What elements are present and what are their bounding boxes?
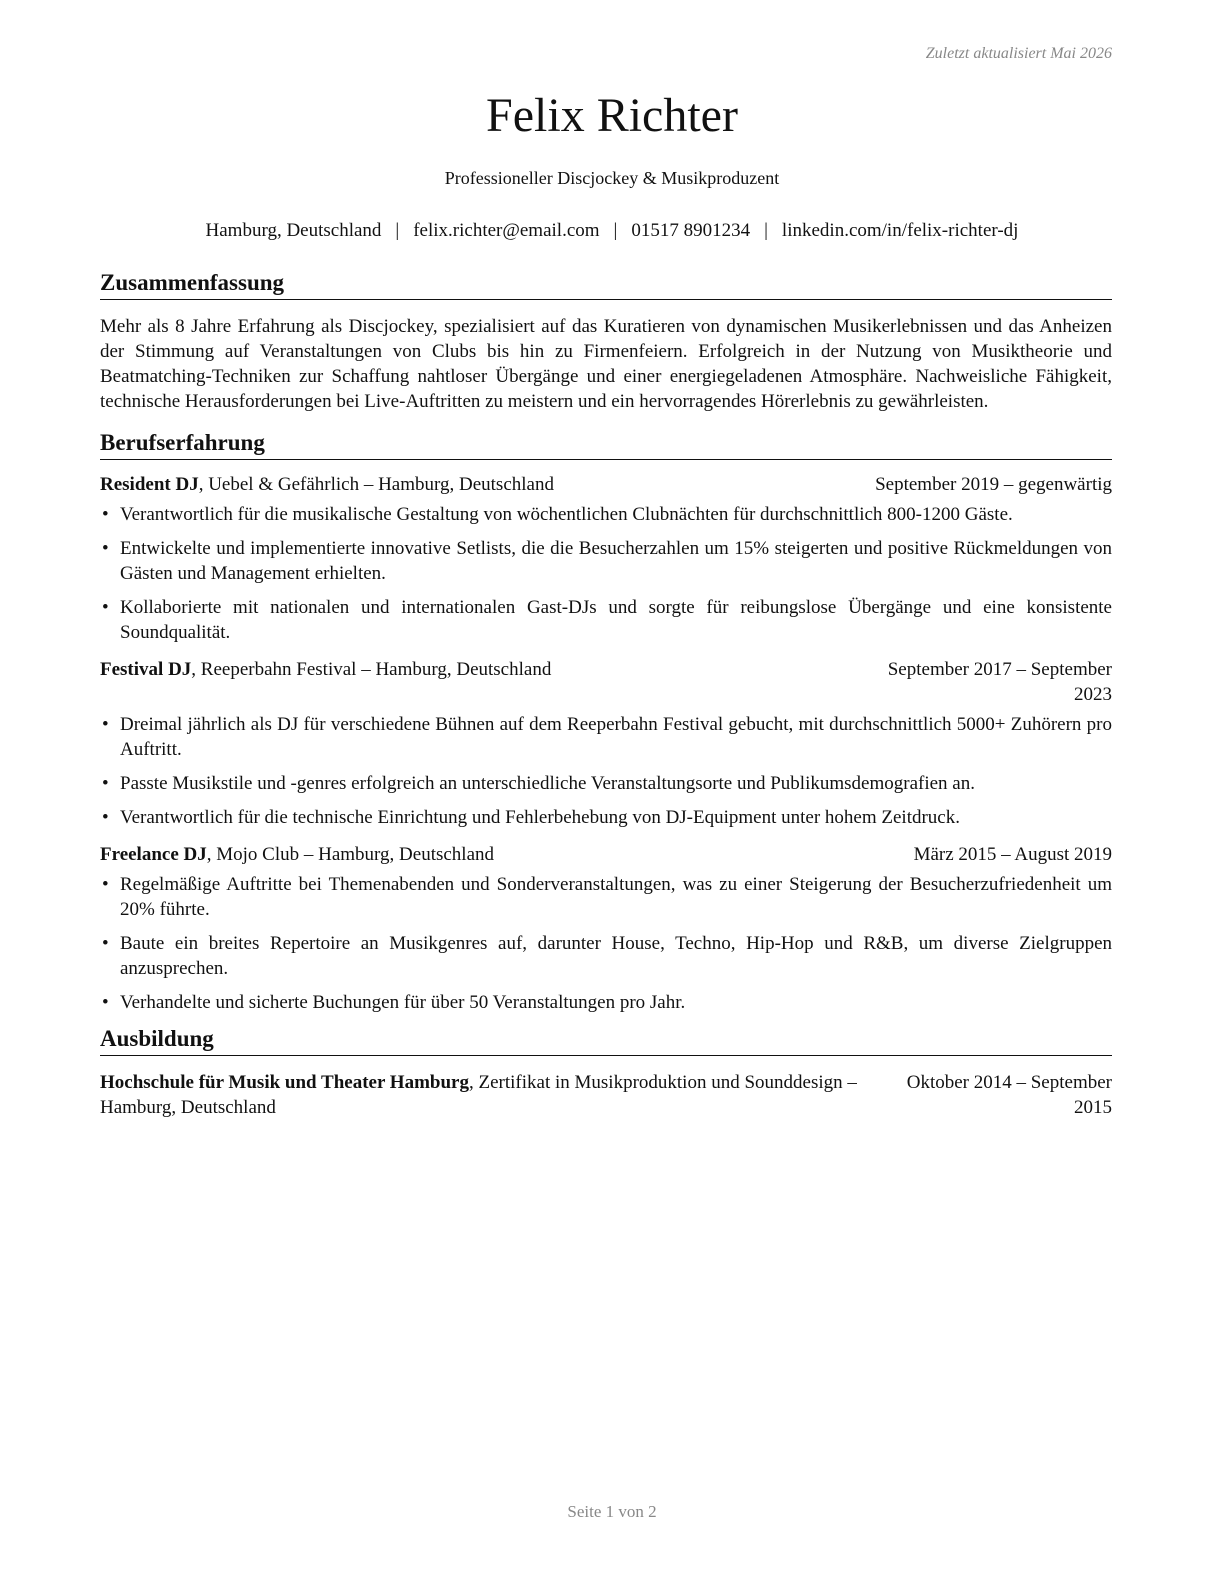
job-date: März 2015 – August 2019 [913, 844, 1112, 865]
job-title-line [100, 472, 554, 497]
education-detail: , Zertifikat in Musikproduktion und Sounddesign – Hamburg, Deutschland [100, 1072, 857, 1118]
job-entry [100, 657, 1112, 830]
job-bullet: • Passte Musikstile und -genres erfolgreich an unterschiedliche Veranstaltungsorte und Publikumsdemografien an. [100, 771, 1112, 796]
job-bullets [100, 872, 1112, 1015]
job-bullets [100, 502, 1112, 645]
job-entry [100, 842, 1112, 1015]
job-bullet: • Regelmäßige Auftritte bei Themenabenden und Sonderveranstaltungen, was zu einer Steigerung der Besucherzufriedenheit um 20% führte. [100, 872, 1112, 922]
page-number: Seite 1 von 2 [567, 1502, 657, 1521]
job-title-line [100, 842, 494, 867]
contact-separator: | [764, 220, 768, 241]
education-school: Hochschule für Musik und Theater Hamburg [100, 1072, 469, 1093]
job-role: Resident DJ [100, 474, 199, 495]
job-header [100, 657, 1112, 707]
contact-separator: | [613, 220, 618, 241]
contact-line [0, 220, 1224, 242]
contact-phone: 01517 8901234 [631, 220, 751, 241]
education-date: Oktober 2014 – September 2015 [906, 1072, 1112, 1118]
resume-content [100, 268, 1112, 1120]
education-entry [100, 1070, 1112, 1120]
job-bullet: • Verhandelte und sicherte Buchungen für über 50 Veranstaltungen pro Jahr. [100, 990, 1112, 1015]
contact-email[interactable]: felix.richter@email.com [413, 220, 600, 241]
job-organization: , Mojo Club – Hamburg, Deutschland [206, 844, 495, 865]
job-bullet: • Kollaborierte mit nationalen und internationalen Gast-DJs und sorgte für reibungslose Übergänge und eine konsistente Soundqualität. [100, 595, 1112, 645]
job-bullet: • Baute ein breites Repertoire an Musikgenres auf, darunter House, Techno, Hip-Hop und R&B, um diverse Zielgruppen anzusprechen. [100, 931, 1112, 981]
summary-heading: Zusammenfassung [100, 268, 1112, 300]
contact-separator: | [395, 220, 400, 241]
job-header [100, 472, 1112, 497]
person-name: Felix Richter [486, 89, 738, 142]
job-header [100, 842, 1112, 867]
job-bullet: • Verantwortlich für die technische Einrichtung und Fehlerbehebung von DJ-Equipment unter hohem Zeitdruck. [100, 805, 1112, 830]
job-date: September 2019 – gegenwärtig [875, 474, 1112, 495]
job-bullet: • Verantwortlich für die musikalische Gestaltung von wöchentlichen Clubnächten für durchschnittlich 800-1200 Gäste. [100, 502, 1112, 527]
job-organization: , Reeperbahn Festival – Hamburg, Deutschland [191, 659, 552, 680]
contact-location: Hamburg, Deutschland [205, 220, 382, 241]
job-bullets [100, 712, 1112, 830]
experience-heading: Berufserfahrung [100, 428, 1112, 460]
summary-text: Mehr als 8 Jahre Erfahrung als Discjockey, spezialisiert auf das Kuratieren von dynamischen Musikerlebnissen und das Anheizen der Stimmung auf Veranstaltungen von Clubs bis hin zu Firmenfeiern. Erfolgreich in der Nutzung von Musiktheorie und Beatmatching-Techniken zur Schaffung nahtloser Übergänge und einer energiegeladenen Atmosphäre. Nachweisliche Fähigkeit, technische Herausforderungen bei Live-Auftritten zu meistern und ein hervorragendes Hörerlebnis zu gewährleisten. [100, 316, 1112, 412]
job-entry [100, 472, 1112, 645]
education-title-line [100, 1070, 874, 1120]
last-updated: Zuletzt aktualisiert Mai 2026 [925, 45, 1112, 62]
job-bullet: • Dreimal jährlich als DJ für verschiedene Bühnen auf dem Reeperbahn Festival gebucht, mit durchschnittlich 5000+ Zuhörern pro Auftritt. [100, 712, 1112, 762]
job-bullet: • Entwickelte und implementierte innovative Setlists, die die Besucherzahlen um 15% steigerten und positive Rückmeldungen von Gästen und Management erhielten. [100, 536, 1112, 586]
job-organization: , Uebel & Gefährlich – Hamburg, Deutschland [198, 474, 554, 495]
education-heading: Ausbildung [100, 1024, 1112, 1056]
contact-linkedin[interactable]: linkedin.com/in/felix-richter-dj [781, 220, 1019, 241]
job-role: Festival DJ [100, 659, 192, 680]
professional-title: Professioneller Discjockey & Musikproduzent [444, 168, 780, 188]
job-title-line [100, 657, 551, 682]
job-role: Freelance DJ [100, 844, 207, 865]
job-date: September 2017 – September 2023 [887, 659, 1112, 705]
